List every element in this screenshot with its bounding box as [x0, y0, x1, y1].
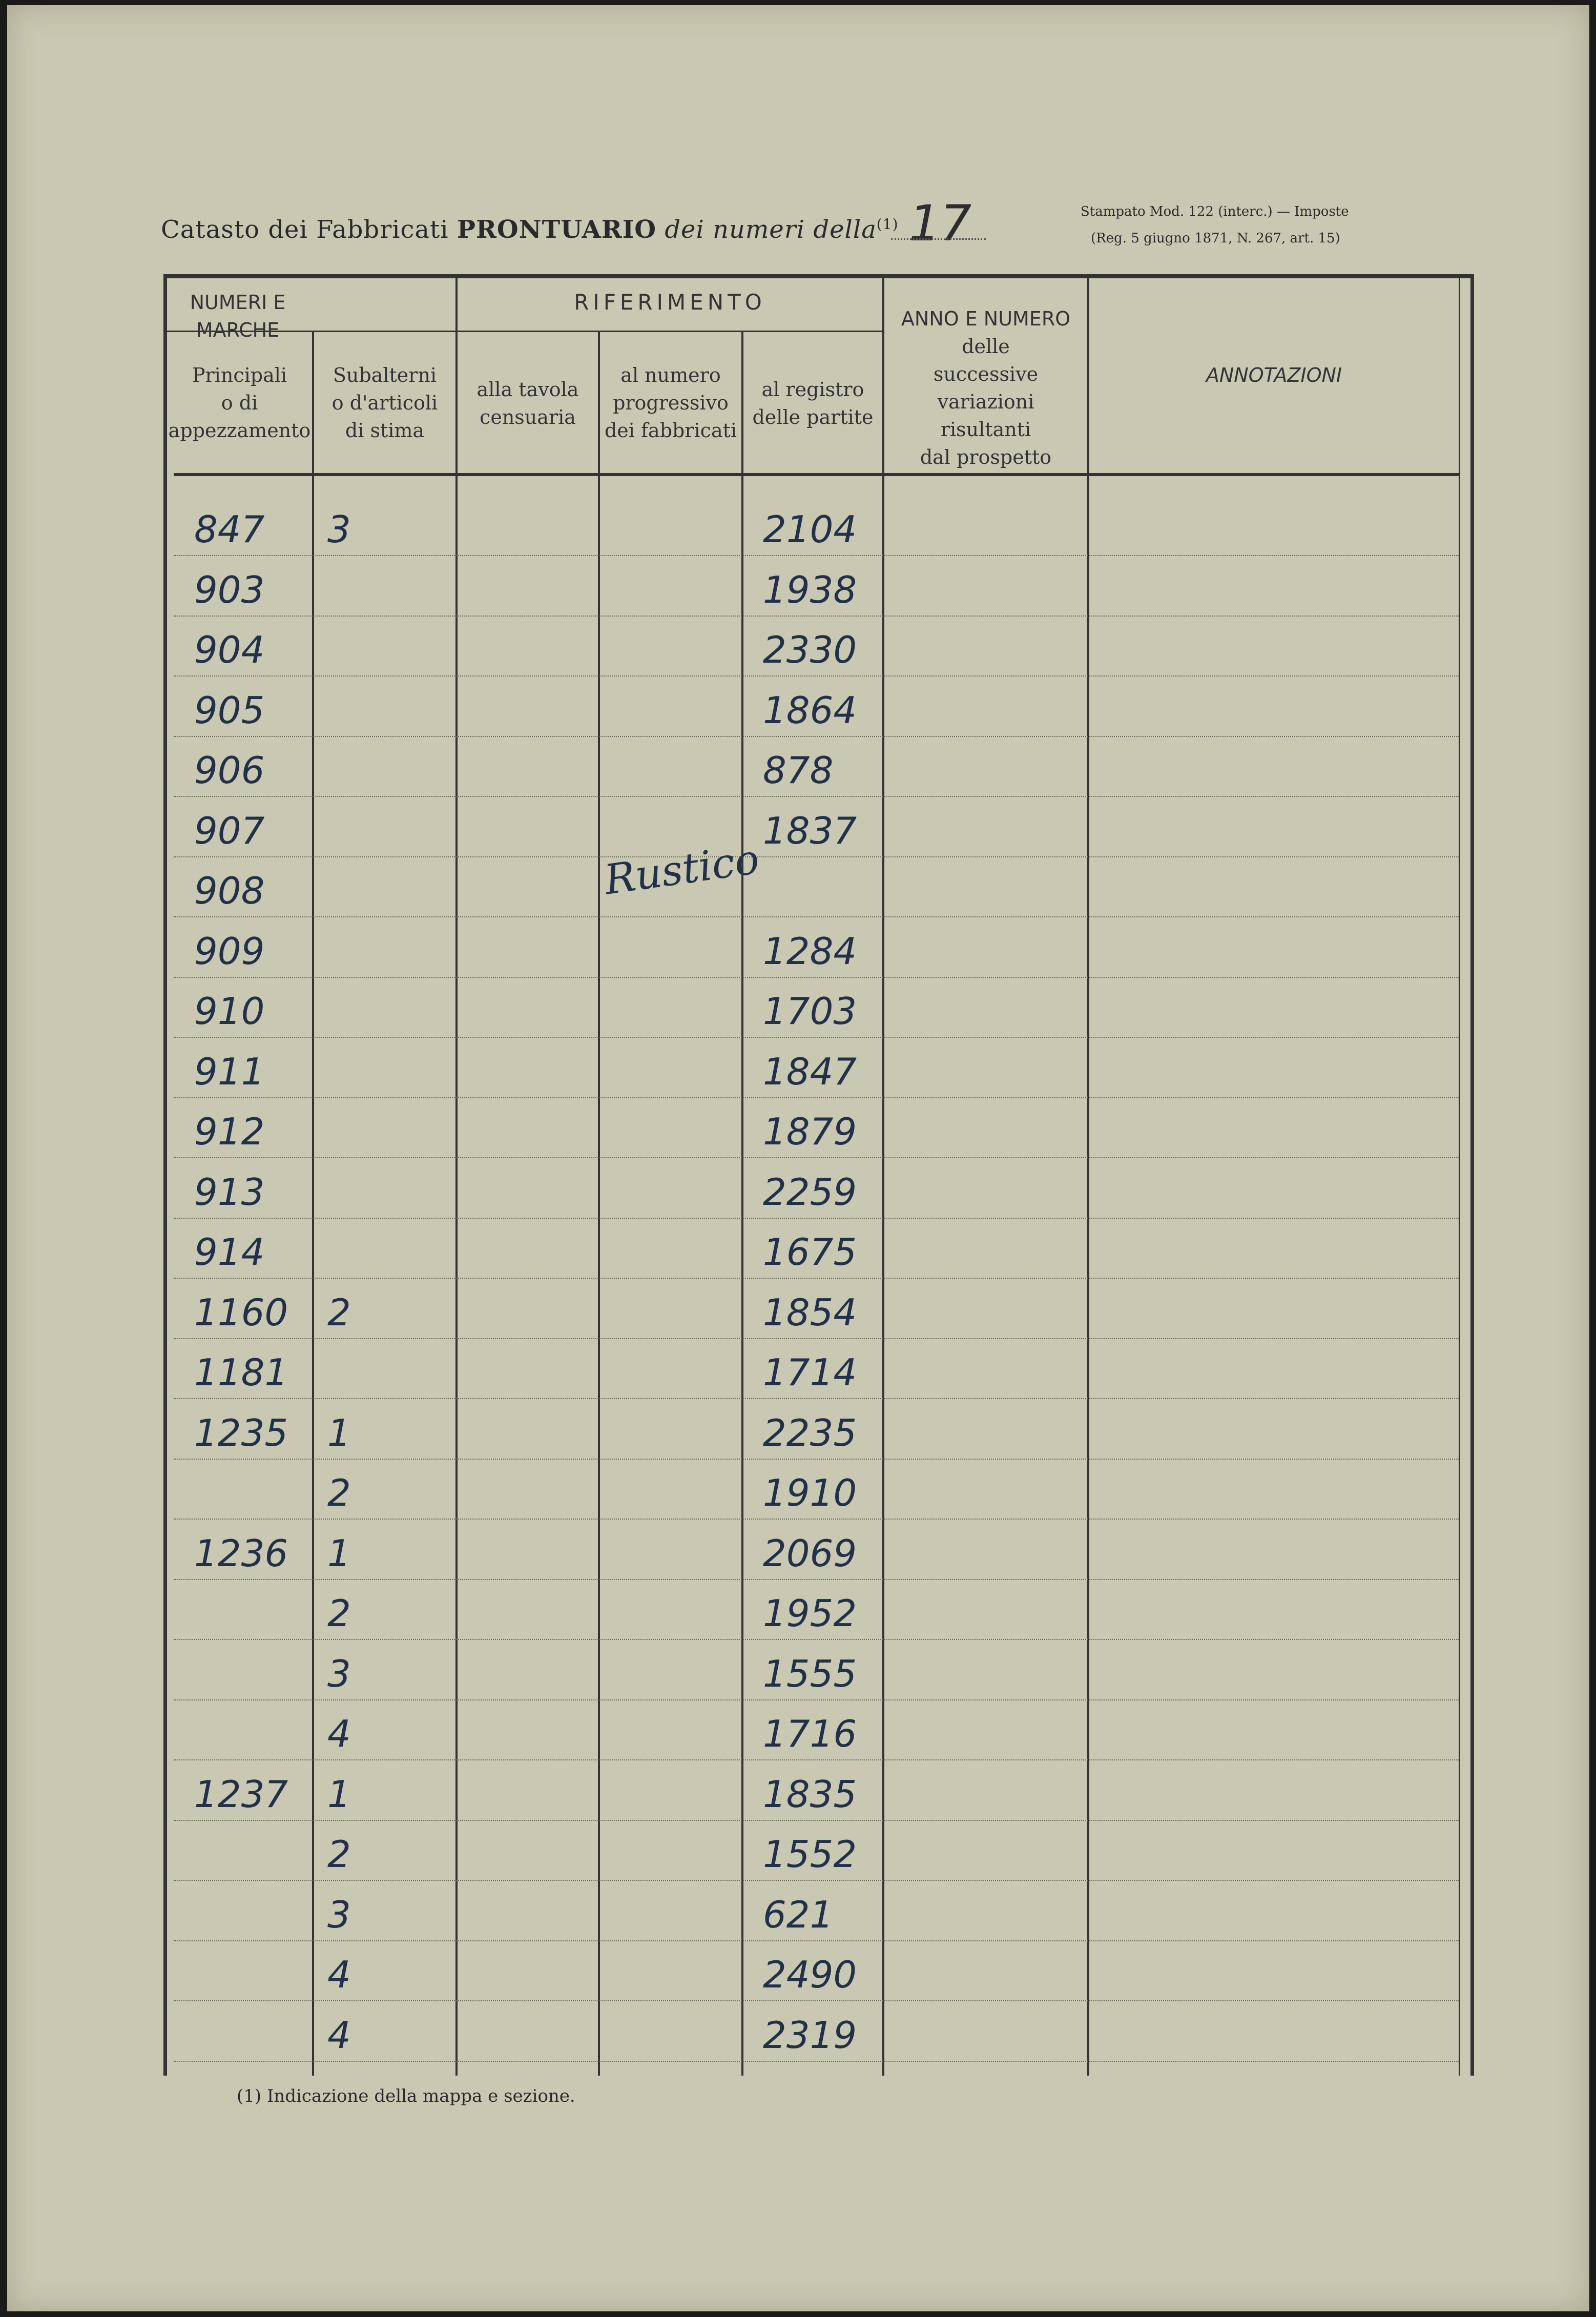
row-rule: [174, 736, 1459, 737]
table-right-border: [1470, 274, 1474, 2076]
header-line: al numero: [620, 364, 721, 386]
row-rule: [174, 675, 1459, 676]
header-line: successive variazioni: [933, 363, 1039, 413]
subalterno-value: 3: [327, 1652, 351, 1695]
row-rule: [174, 1097, 1459, 1098]
principale-value: 1160: [194, 1290, 288, 1334]
subalterno-value: 3: [327, 1893, 351, 1936]
row-rule: [174, 1639, 1459, 1640]
registro-value: 1716: [763, 1712, 857, 1755]
header-line: appezzamento: [168, 419, 311, 442]
header-line: delle: [962, 335, 1010, 358]
row-rule: [174, 1880, 1459, 1881]
header-line: delle partite: [752, 406, 874, 428]
header-progressivo: [600, 361, 741, 444]
table-top-border: [163, 274, 1474, 278]
header-riferimento-group: RIFERIMENTO: [574, 290, 766, 315]
principale-value: 912: [194, 1110, 265, 1153]
row-rule: [174, 1699, 1459, 1700]
principale-value: 1235: [194, 1411, 288, 1454]
subalterno-value: 4: [327, 1953, 351, 1996]
principale-value: 909: [194, 929, 265, 973]
row-rule: [174, 1037, 1459, 1038]
subalterno-value: 3: [327, 508, 351, 551]
header-line: Subalterni: [333, 364, 437, 386]
row-rule: [174, 796, 1459, 797]
principale-value: 914: [194, 1231, 265, 1274]
registro-value: 878: [763, 749, 834, 792]
register-table: [163, 274, 1474, 2076]
row-rule: [174, 977, 1459, 978]
registro-value: 1552: [763, 1833, 857, 1876]
row-rule: [174, 916, 1459, 917]
col-divider: [1087, 274, 1089, 2076]
registro-value: 1835: [763, 1772, 857, 1816]
row-rule: [174, 2061, 1459, 2062]
printed-model: Stampato Mod. 122 (interc.) — Imposte: [1081, 204, 1349, 219]
subalterno-value: 2: [327, 1833, 351, 1876]
subalterno-value: 4: [327, 2013, 351, 2057]
col-divider: [741, 331, 743, 2076]
printed-regulation: (Reg. 5 giugno 1871, N. 267, art. 15): [1091, 231, 1340, 246]
rustico-note: Rustico: [602, 835, 762, 904]
header-annotazioni: ANNOTAZIONI: [1206, 364, 1342, 386]
header-line: dal prospetto: [920, 446, 1052, 468]
registro-value: 1854: [763, 1290, 857, 1334]
principale-value: 910: [194, 990, 265, 1033]
header-line: progressivo: [613, 392, 729, 414]
row-rule: [174, 1278, 1459, 1279]
row-rule: [174, 616, 1459, 617]
principale-value: 907: [194, 809, 265, 852]
registro-value: 1938: [763, 568, 857, 611]
principale-value: 911: [194, 1050, 265, 1093]
registro-value: 1675: [763, 1231, 857, 1274]
row-rule: [174, 1820, 1459, 1821]
principale-value: 903: [194, 568, 265, 611]
registro-value: 621: [763, 1893, 834, 1936]
subalterno-value: 1: [327, 1411, 351, 1454]
principale-value: 1236: [194, 1531, 288, 1575]
col-divider: [455, 274, 458, 2076]
col-divider: [882, 274, 884, 2076]
registro-value: 1864: [763, 688, 857, 732]
header-registro: [743, 376, 882, 431]
group-underline: [455, 331, 882, 332]
title-main: PRONTUARIO: [457, 215, 657, 244]
registro-value: 2069: [763, 1531, 857, 1575]
row-rule: [174, 1579, 1459, 1580]
document-title: [161, 215, 899, 244]
header-principali: [167, 361, 312, 444]
header-subalterni: [314, 361, 455, 444]
subalterno-value: 1: [327, 1772, 351, 1816]
row-rule: [174, 1759, 1459, 1760]
header-line: risultanti: [940, 418, 1031, 441]
registro-value: 2259: [763, 1170, 857, 1214]
row-rule: [174, 555, 1459, 556]
registro-value: 2330: [763, 628, 857, 671]
registro-value: 1952: [763, 1592, 857, 1635]
registro-value: 2235: [763, 1411, 857, 1454]
row-rule: [174, 1398, 1459, 1399]
principale-value: 905: [194, 688, 265, 732]
sheet-number: 17: [909, 195, 972, 252]
principale-value: 906: [194, 749, 265, 792]
header-line: censuaria: [480, 406, 576, 428]
header-line: di stima: [345, 419, 425, 442]
document-sheet: [7, 5, 1589, 2311]
header-numbers-group: NUMERI E MARCHE: [190, 291, 286, 341]
registro-value: 1879: [763, 1110, 857, 1153]
header-bottom-rule: [174, 473, 1459, 476]
subalterno-value: 2: [327, 1592, 351, 1635]
table-left-border: [163, 274, 167, 2076]
header-line: ANNO E NUMERO: [901, 307, 1071, 330]
header-line: o di: [221, 392, 258, 414]
header-line: Principali: [192, 364, 287, 386]
row-rule: [174, 1157, 1459, 1158]
row-rule: [174, 1940, 1459, 1941]
title-prefix: Catasto dei Fabbricati: [161, 215, 449, 244]
footnote-marker: (1): [876, 216, 899, 233]
registro-value: 2490: [763, 1953, 857, 1996]
registro-value: 1703: [763, 990, 857, 1033]
registro-value: 1847: [763, 1050, 857, 1093]
header-line: alla tavola: [476, 378, 579, 401]
principale-value: 913: [194, 1170, 265, 1214]
registro-value: 2104: [763, 508, 857, 551]
subalterno-value: 2: [327, 1471, 351, 1514]
header-line: al registro: [761, 378, 864, 401]
sheet-number-line: [891, 238, 986, 240]
col-divider: [598, 331, 600, 2076]
registro-value: 1910: [763, 1471, 857, 1514]
table-right-inner-border: [1459, 274, 1460, 2076]
registro-value: 1714: [763, 1351, 857, 1394]
header-tavola: [458, 376, 598, 431]
row-rule: [174, 2000, 1459, 2001]
registro-value: 1837: [763, 809, 857, 852]
header-line: dei fabbricati: [604, 419, 737, 442]
principale-value: 908: [194, 869, 265, 912]
principale-value: 1181: [194, 1351, 288, 1394]
subalterno-value: 4: [327, 1712, 351, 1755]
row-rule: [174, 856, 1459, 857]
row-rule: [174, 1218, 1459, 1219]
title-suffix: dei numeri della: [665, 215, 877, 244]
registro-value: 2319: [763, 2013, 857, 2057]
header-anno: [884, 305, 1087, 471]
row-rule: [174, 1459, 1459, 1460]
row-rule: [174, 1519, 1459, 1520]
col-divider: [312, 331, 314, 2076]
registro-value: 1284: [763, 929, 857, 973]
principale-value: 847: [194, 508, 265, 551]
row-rule: [174, 1338, 1459, 1339]
principale-value: 1237: [194, 1772, 288, 1816]
subalterno-value: 2: [327, 1290, 351, 1334]
principale-value: 904: [194, 628, 265, 671]
registro-value: 1555: [763, 1652, 857, 1695]
subalterno-value: 1: [327, 1531, 351, 1575]
footnote: (1) Indicazione della mappa e sezione.: [237, 2086, 575, 2106]
header-line: o d'articoli: [331, 392, 438, 414]
